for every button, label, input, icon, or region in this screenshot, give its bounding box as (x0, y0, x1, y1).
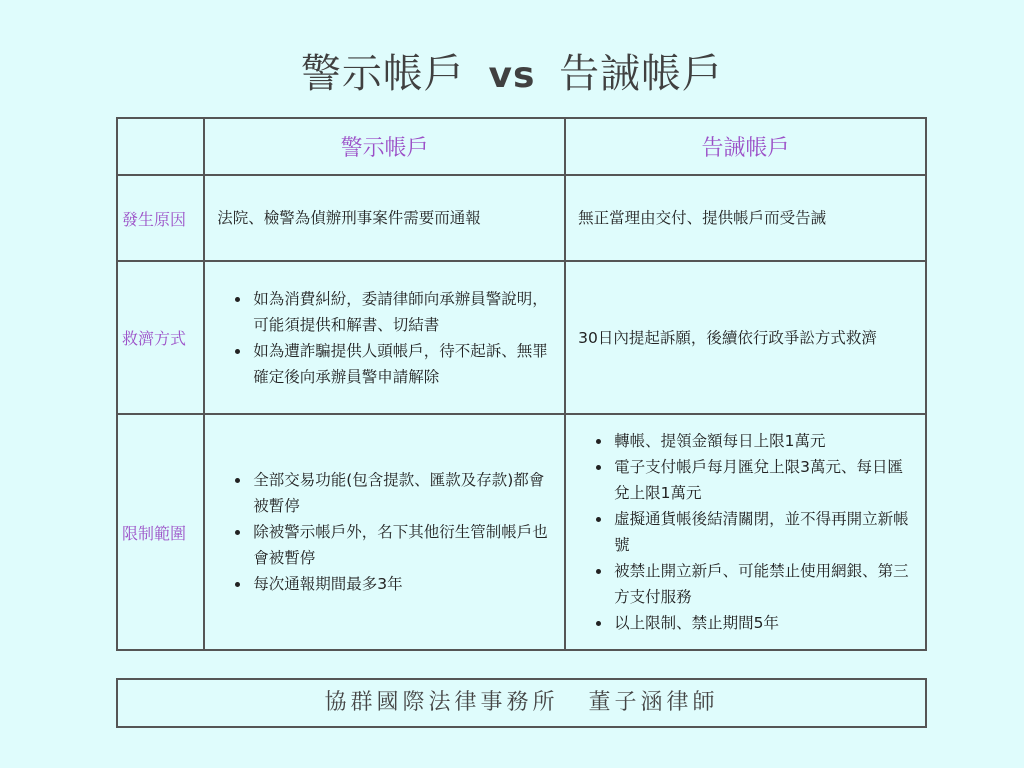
list-item: • 電子支付帳戶每月匯兌上限3萬元、每日匯兌上限1萬元 (612, 454, 913, 506)
page-title (0, 46, 1024, 104)
title-caution-account: 告誡帳戶 (559, 51, 724, 97)
list-item: • 如為消費糾紛，委請律師向承辦員警說明，可能須提供和解書、切結書 (251, 286, 552, 338)
list-item: • 轉帳、提領金額每日上限1萬元 (612, 428, 913, 454)
footer-credit (116, 678, 927, 728)
remedy-warning-cell (204, 261, 565, 414)
row-label-remedy: 救濟方式 (117, 261, 204, 414)
remedy-caution-cell: 30日內提起訴願，後續依行政爭訟方式救濟 (565, 261, 926, 414)
list-item: • 如為遭詐騙提供人頭帳戶，待不起訴、無罪確定後向承辦員警申請解除 (251, 338, 552, 390)
header-caution-account: 告誡帳戶 (565, 118, 926, 175)
cause-warning-cell: 法院、檢警為偵辦刑事案件需要而通報 (204, 175, 565, 261)
restriction-caution-cell (565, 414, 926, 650)
restriction-warning-list (209, 467, 552, 597)
title-vs: vs (488, 55, 536, 96)
list-item: • 被禁止開立新戶、可能禁止使用網銀、第三方支付服務 (612, 558, 913, 610)
title-warning-account: 警示帳戶 (300, 51, 465, 97)
list-item: • 虛擬通貨帳後結清關閉，並不得再開立新帳號 (612, 506, 913, 558)
table-row-remedy (117, 261, 926, 414)
comparison-table (116, 117, 927, 651)
restriction-warning-cell (204, 414, 565, 650)
cause-caution-cell: 無正當理由交付、提供帳戶而受告誡 (565, 175, 926, 261)
list-item: • 全部交易功能(包含提款、匯款及存款)都會被暫停 (251, 467, 552, 519)
list-item: • 每次通報期間最多3年 (251, 571, 552, 597)
restriction-caution-list (570, 428, 913, 636)
table-header-row (117, 118, 926, 175)
list-item: • 以上限制、禁止期間5年 (612, 610, 913, 636)
list-item: • 除被警示帳戶外，名下其他衍生管制帳戶也會被暫停 (251, 519, 552, 571)
footer-lawyer-name: 董子涵律師 (588, 690, 719, 715)
table-row-cause (117, 175, 926, 261)
remedy-warning-list (209, 286, 552, 390)
table-row-restriction (117, 414, 926, 650)
header-empty-cell (117, 118, 204, 175)
footer-firm-name: 協群國際法律事務所 (324, 690, 559, 715)
row-label-cause: 發生原因 (117, 175, 204, 261)
row-label-restriction: 限制範圍 (117, 414, 204, 650)
header-warning-account: 警示帳戶 (204, 118, 565, 175)
